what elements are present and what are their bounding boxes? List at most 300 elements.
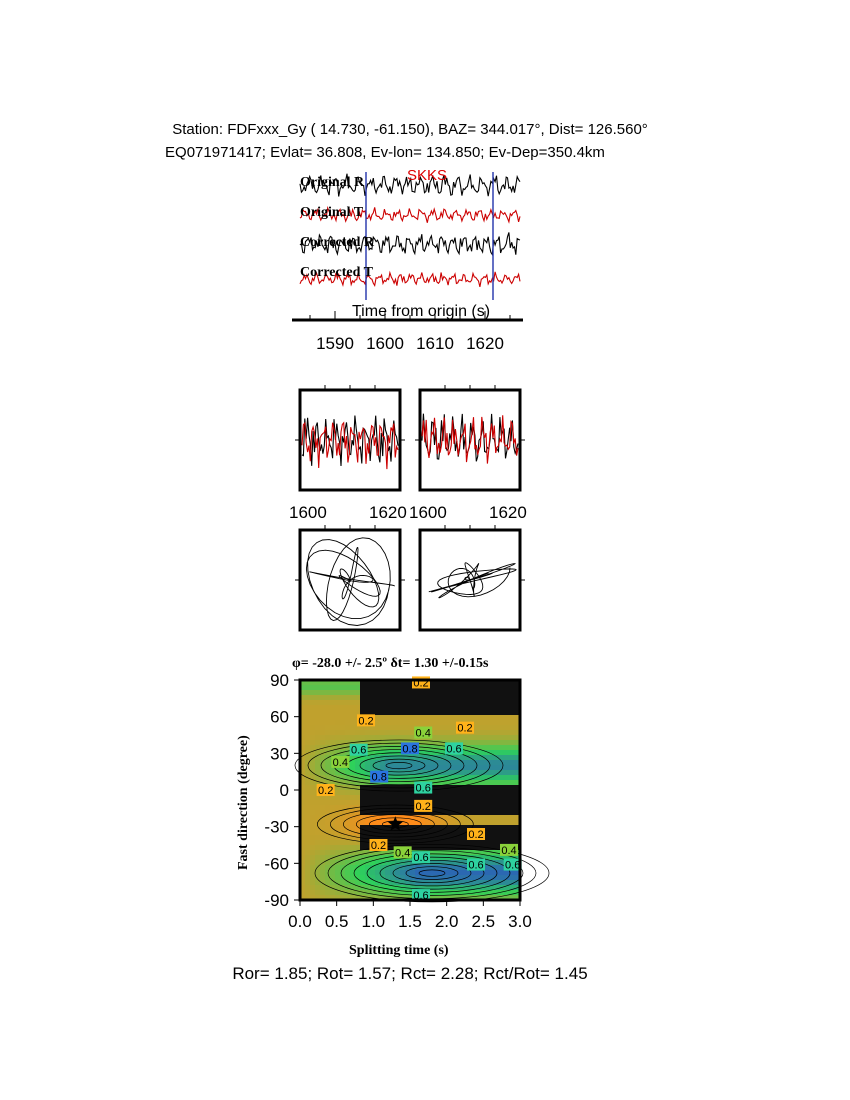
heatmap-cell <box>470 875 476 881</box>
heatmap-cell <box>340 725 346 731</box>
heatmap-cell <box>480 690 486 696</box>
heatmap-cell <box>460 870 466 876</box>
heatmap-cell <box>325 745 331 751</box>
trace-label-original-t: Original T <box>300 205 364 220</box>
heatmap-cell <box>350 715 356 721</box>
heatmap-cell <box>445 880 451 886</box>
heatmap-cell <box>475 805 481 811</box>
heatmap-cell <box>395 765 401 771</box>
heatmap-cell <box>510 735 516 741</box>
heatmap-cell <box>305 700 311 706</box>
heatmap-cell <box>375 690 381 696</box>
heatmap-cell <box>390 695 396 701</box>
heatmap-cell <box>495 700 501 706</box>
heatmap-cell <box>305 885 311 891</box>
heatmap-cell <box>430 890 436 896</box>
heatmap-cell <box>355 780 361 786</box>
heatmap-cell <box>350 700 356 706</box>
heatmap-cell <box>325 765 331 771</box>
heatmap-cell <box>320 885 326 891</box>
heatmap-cell <box>445 695 451 701</box>
heatmap-cell <box>335 795 341 801</box>
heatmap-cell <box>500 890 506 896</box>
heatmap-cell <box>390 775 396 781</box>
heatmap-cell <box>465 710 471 716</box>
heatmap-cell <box>345 790 351 796</box>
heatmap-cell <box>465 765 471 771</box>
heatmap-cell <box>385 805 391 811</box>
tick-label: -30 <box>264 817 289 837</box>
heatmap-cell <box>325 820 331 826</box>
heatmap-cell <box>305 815 311 821</box>
heatmap-cell <box>490 800 496 806</box>
heatmap-cell <box>500 805 506 811</box>
heatmap-cell <box>375 710 381 716</box>
heatmap-cell <box>490 870 496 876</box>
heatmap-cell <box>325 845 331 851</box>
heatmap-cell <box>425 795 431 801</box>
heatmap-cell <box>445 690 451 696</box>
heatmap-cell <box>390 715 396 721</box>
heatmap-cell <box>420 695 426 701</box>
heatmap-cell <box>455 855 461 861</box>
heatmap-cell <box>445 715 451 721</box>
heatmap-cell <box>305 755 311 761</box>
heatmap-cell <box>460 800 466 806</box>
heatmap-cell <box>305 735 311 741</box>
heatmap-cell <box>350 765 356 771</box>
heatmap-cell <box>330 840 336 846</box>
heatmap-cell <box>490 795 496 801</box>
heatmap-cell <box>505 810 511 816</box>
heatmap-cell <box>405 685 411 691</box>
heatmap-cell <box>375 820 381 826</box>
heatmap-cell <box>450 735 456 741</box>
heatmap-cell <box>315 810 321 816</box>
heatmap-cell <box>430 690 436 696</box>
heatmap-cell <box>460 695 466 701</box>
heatmap-cell <box>415 720 421 726</box>
contour-label: 0.4 <box>395 847 411 860</box>
heatmap-cell <box>395 795 401 801</box>
heatmap-cell <box>460 735 466 741</box>
heatmap-cell <box>340 710 346 716</box>
heatmap-cell <box>510 770 516 776</box>
heatmap-cell <box>415 700 421 706</box>
heatmap-cell <box>435 800 441 806</box>
heatmap-cell <box>340 720 346 726</box>
heatmap-cell <box>325 725 331 731</box>
event-info: EQ071971417; Evlat= 36.808, Ev-lon= 134.850; Ev-Dep=350.4km <box>165 144 605 161</box>
heatmap-cell <box>320 710 326 716</box>
heatmap-cell <box>305 825 311 831</box>
heatmap-cell <box>350 850 356 856</box>
heatmap-cell <box>470 790 476 796</box>
heatmap-cell <box>325 730 331 736</box>
heatmap-cell <box>335 730 341 736</box>
heatmap-cell <box>370 705 376 711</box>
heatmap-cell <box>310 875 316 881</box>
heatmap-cell <box>380 705 386 711</box>
heatmap-cell <box>420 705 426 711</box>
heatmap-cell <box>435 690 441 696</box>
heatmap-cell <box>310 700 316 706</box>
heatmap-cell <box>315 840 321 846</box>
heatmap-cell <box>435 790 441 796</box>
heatmap-cell <box>400 795 406 801</box>
heatmap-cell <box>485 690 491 696</box>
heatmap-cell <box>465 820 471 826</box>
heatmap-cell <box>305 695 311 701</box>
heatmap-cell <box>425 705 431 711</box>
heatmap-cell <box>495 735 501 741</box>
heatmap-cell <box>350 695 356 701</box>
heatmap-cell <box>385 885 391 891</box>
heatmap-cell <box>480 695 486 701</box>
heatmap-cell <box>345 695 351 701</box>
heatmap-cell <box>395 870 401 876</box>
heatmap-cell <box>465 795 471 801</box>
heatmap-cell <box>440 685 446 691</box>
heatmap-cell <box>330 720 336 726</box>
heatmap-cell <box>305 800 311 806</box>
heatmap-cell <box>370 795 376 801</box>
heatmap-cell <box>310 685 316 691</box>
heatmap-cell <box>500 815 506 821</box>
heatmap-cell <box>405 720 411 726</box>
heatmap-cell <box>355 845 361 851</box>
heatmap-cell <box>400 865 406 871</box>
heatmap-cell <box>385 870 391 876</box>
heatmap-cell <box>510 765 516 771</box>
energy-grid-panel <box>236 656 549 958</box>
heatmap-cell <box>475 730 481 736</box>
heatmap-cell <box>400 730 406 736</box>
heatmap-cell <box>345 805 351 811</box>
heatmap-cell <box>320 840 326 846</box>
heatmap-cell <box>490 815 496 821</box>
contour-label: 0.6 <box>413 852 429 865</box>
heatmap-cell <box>360 705 366 711</box>
heatmap-cell <box>360 865 366 871</box>
heatmap-cell <box>495 690 501 696</box>
heatmap-cell <box>335 710 341 716</box>
heatmap-cell <box>500 795 506 801</box>
heatmap-cell <box>445 700 451 706</box>
heatmap-cell <box>470 700 476 706</box>
heatmap-cell <box>395 700 401 706</box>
heatmap-cell <box>320 720 326 726</box>
heatmap-cell <box>430 705 436 711</box>
heatmap-cell <box>480 715 486 721</box>
heatmap-cell <box>435 705 441 711</box>
heatmap-cell <box>410 765 416 771</box>
heatmap-cell <box>385 700 391 706</box>
heatmap-cell <box>450 720 456 726</box>
heatmap-cell <box>480 795 486 801</box>
contour-label: 0.6 <box>505 859 521 872</box>
heatmap-cell <box>400 825 406 831</box>
heatmap-cell <box>310 720 316 726</box>
heatmap-cell <box>400 880 406 886</box>
heatmap-cell <box>510 815 516 821</box>
heatmap-cell <box>370 785 376 791</box>
heatmap-cell <box>340 700 346 706</box>
heatmap-cell <box>485 735 491 741</box>
heatmap-cell <box>450 790 456 796</box>
tick-label: 1600 <box>409 503 447 522</box>
heatmap-cell <box>415 770 421 776</box>
heatmap-cell <box>310 795 316 801</box>
heatmap-cell <box>440 760 446 766</box>
heatmap-cell <box>450 700 456 706</box>
heatmap-cell <box>400 805 406 811</box>
heatmap-cell <box>460 840 466 846</box>
heatmap-cell <box>430 855 436 861</box>
heatmap-cell <box>305 710 311 716</box>
heatmap-cell <box>495 720 501 726</box>
heatmap-cell <box>485 705 491 711</box>
heatmap-cell <box>475 850 481 856</box>
heatmap-cell <box>390 740 396 746</box>
heatmap-cell <box>320 855 326 861</box>
heatmap-cell <box>310 705 316 711</box>
heatmap-cell <box>485 785 491 791</box>
heatmap-cell <box>380 720 386 726</box>
tick-label: -90 <box>264 891 289 910</box>
heatmap-cell <box>345 710 351 716</box>
heatmap-cell <box>375 810 381 816</box>
heatmap-cell <box>480 815 486 821</box>
heatmap-cell <box>455 785 461 791</box>
heatmap-cell <box>430 750 436 756</box>
heatmap-cell <box>335 825 341 831</box>
heatmap-cell <box>415 690 421 696</box>
heatmap-cell <box>350 720 356 726</box>
heatmap-cell <box>400 710 406 716</box>
heatmap-cell <box>400 715 406 721</box>
heatmap-cell <box>305 850 311 856</box>
heatmap-cell <box>310 760 316 766</box>
heatmap-cell <box>360 820 366 826</box>
heatmap-cell <box>430 720 436 726</box>
heatmap-cell <box>435 825 441 831</box>
heatmap-cell <box>400 720 406 726</box>
tick-label: 0.5 <box>324 912 349 931</box>
heatmap-cell <box>470 710 476 716</box>
heatmap-cell <box>510 890 516 896</box>
heatmap-cell <box>435 890 441 896</box>
heatmap-cell <box>435 725 441 731</box>
heatmap-cell <box>325 760 331 766</box>
heatmap-cell <box>510 820 516 826</box>
heatmap-cell <box>410 720 416 726</box>
heatmap-cell <box>310 690 316 696</box>
heatmap-cell <box>470 765 476 771</box>
heatmap-cell <box>310 735 316 741</box>
heatmap-cell <box>310 840 316 846</box>
heatmap-cell <box>460 835 466 841</box>
heatmap-cell <box>495 835 501 841</box>
heatmap-cell <box>400 765 406 771</box>
heatmap-cell <box>395 720 401 726</box>
heatmap-cell <box>325 885 331 891</box>
heatmap-cell <box>335 865 341 871</box>
heatmap-cell <box>490 685 496 691</box>
heatmap-cell <box>330 890 336 896</box>
heatmap-cell <box>490 760 496 766</box>
heatmap-cell <box>440 690 446 696</box>
heatmap-cell <box>490 695 496 701</box>
heatmap-cell <box>510 760 516 766</box>
tick-label: 1600 <box>289 503 327 522</box>
heatmap-cell <box>430 710 436 716</box>
window-original-panel <box>295 385 405 490</box>
heatmap-cell <box>505 705 511 711</box>
heatmap-cell <box>500 775 506 781</box>
heatmap-cell <box>500 710 506 716</box>
heatmap-cell <box>390 730 396 736</box>
heatmap-cell <box>510 790 516 796</box>
heatmap-cell <box>325 690 331 696</box>
heatmap-cell <box>405 695 411 701</box>
heatmap-cell <box>405 715 411 721</box>
heatmap-cell <box>440 765 446 771</box>
heatmap-cell <box>440 725 446 731</box>
heatmap-cell <box>365 695 371 701</box>
heatmap-cell <box>360 790 366 796</box>
heatmap-cell <box>380 730 386 736</box>
heatmap-cell <box>315 830 321 836</box>
heatmap-cell <box>480 685 486 691</box>
tick-label: 2.0 <box>434 912 459 931</box>
heatmap-cell <box>340 845 346 851</box>
heatmap-cell <box>380 735 386 741</box>
heatmap-cell <box>365 765 371 771</box>
heatmap-cell <box>305 705 311 711</box>
heatmap-cell <box>475 810 481 816</box>
heatmap-cell <box>425 695 431 701</box>
heatmap-cell <box>320 835 326 841</box>
heatmap-cell <box>510 795 516 801</box>
heatmap-cell <box>490 710 496 716</box>
heatmap-cell <box>310 800 316 806</box>
heatmap-cell <box>350 825 356 831</box>
heatmap-cell <box>365 800 371 806</box>
heatmap-cell <box>345 705 351 711</box>
heatmap-cell <box>500 695 506 701</box>
heatmap-cell <box>310 725 316 731</box>
heatmap-cell <box>395 730 401 736</box>
heatmap-cell <box>375 725 381 731</box>
heatmap-cell <box>490 730 496 736</box>
heatmap-cell <box>480 810 486 816</box>
heatmap-cell <box>470 715 476 721</box>
heatmap-cell <box>420 700 426 706</box>
heatmap-cell <box>495 710 501 716</box>
heatmap-cell <box>485 695 491 701</box>
heatmap-cell <box>425 700 431 706</box>
heatmap-cell <box>330 845 336 851</box>
heatmap-cell <box>325 735 331 741</box>
heatmap-cell <box>415 870 421 876</box>
heatmap-cell <box>395 775 401 781</box>
heatmap-cell <box>505 765 511 771</box>
heatmap-cell <box>340 865 346 871</box>
heatmap-cell <box>510 745 516 751</box>
heatmap-cell <box>470 800 476 806</box>
heatmap-cell <box>480 845 486 851</box>
heatmap-cell <box>330 865 336 871</box>
heatmap-cell <box>340 795 346 801</box>
heatmap-cell <box>480 735 486 741</box>
heatmap-cell <box>410 705 416 711</box>
heatmap-cell <box>305 780 311 786</box>
heatmap-cell <box>485 710 491 716</box>
heatmap-cell <box>420 715 426 721</box>
heatmap-cell <box>350 725 356 731</box>
heatmap-cell <box>465 705 471 711</box>
station-info: Station: FDFxxx_Gy ( 14.730, -61.150), BAZ= 344.017°, Dist= 126.560° <box>172 121 648 138</box>
heatmap-cell <box>425 820 431 826</box>
heatmap-cell <box>500 705 506 711</box>
heatmap-cell <box>460 795 466 801</box>
heatmap-cell <box>455 705 461 711</box>
heatmap-cell <box>480 890 486 896</box>
heatmap-cell <box>310 740 316 746</box>
heatmap-cell <box>330 690 336 696</box>
heatmap-cell <box>335 700 341 706</box>
heatmap-cell <box>475 755 481 761</box>
heatmap-cell <box>335 705 341 711</box>
heatmap-cell <box>315 845 321 851</box>
heatmap-cell <box>465 685 471 691</box>
heatmap-cell <box>505 770 511 776</box>
heatmap-cell <box>370 690 376 696</box>
heatmap-cell <box>310 730 316 736</box>
heatmap-cell <box>420 835 426 841</box>
heatmap-cell <box>500 830 506 836</box>
heatmap-cell <box>435 720 441 726</box>
heatmap-cell <box>485 875 491 881</box>
trace-label-corrected-t: Corrected T <box>300 265 373 280</box>
heatmap-cell <box>320 820 326 826</box>
heatmap-cell <box>420 690 426 696</box>
heatmap-cell <box>355 790 361 796</box>
heatmap-cell <box>305 855 311 861</box>
heatmap-cell <box>460 710 466 716</box>
heatmap-cell <box>465 800 471 806</box>
heatmap-cell <box>410 820 416 826</box>
heatmap-cell <box>315 835 321 841</box>
heatmap-cell <box>475 820 481 826</box>
heatmap-cell <box>310 715 316 721</box>
heatmap-cell <box>350 845 356 851</box>
heatmap-cell <box>390 890 396 896</box>
heatmap-cell <box>330 850 336 856</box>
heatmap-cell <box>410 870 416 876</box>
heatmap-cell <box>315 730 321 736</box>
heatmap-cell <box>500 875 506 881</box>
heatmap-cell <box>510 715 516 721</box>
heatmap-cell <box>475 760 481 766</box>
heatmap-cell <box>380 715 386 721</box>
heatmap-cell <box>505 780 511 786</box>
heatmap-cell <box>390 835 396 841</box>
heatmap-cell <box>505 745 511 751</box>
heatmap-cell <box>460 815 466 821</box>
heatmap-cell <box>475 725 481 731</box>
